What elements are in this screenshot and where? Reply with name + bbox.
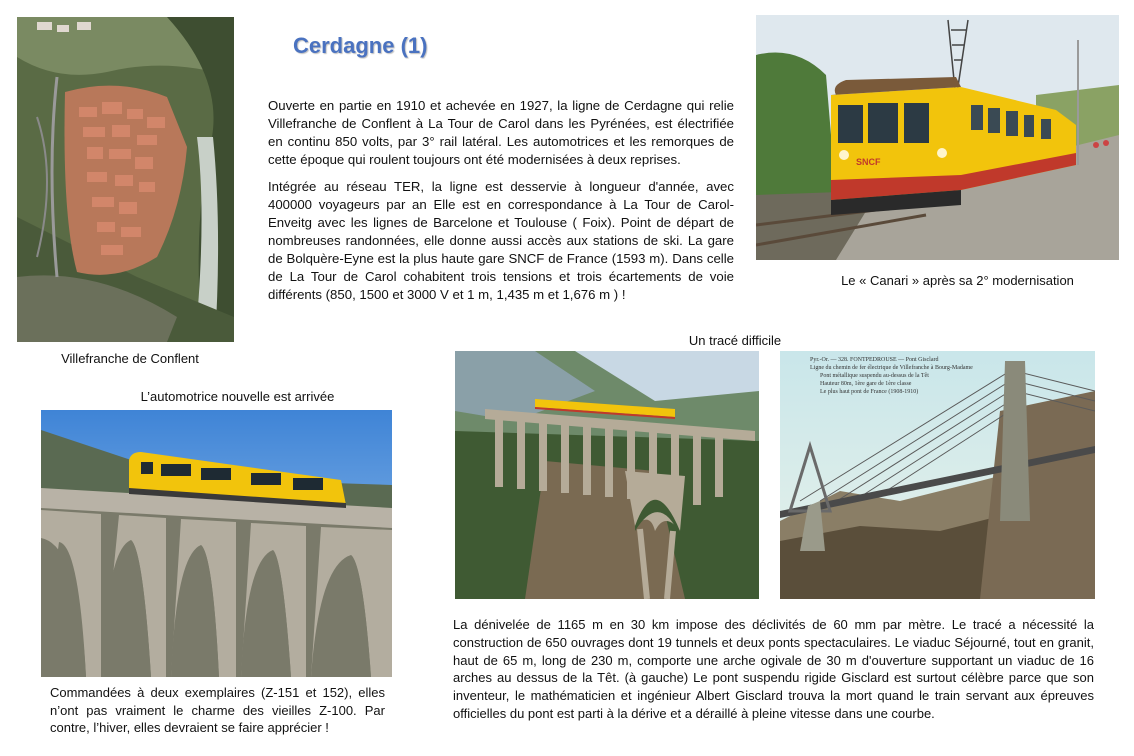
intro-paragraph-1: Ouverte en partie en 1910 et achevée en 1927, la ligne de Cerdagne qui relie Villefranche de Conflent à La Tour de Carol dans les Pyrénées, est électrifiée en continu 850 volts, par 3° rail latéral. Les automotrices et les remorques de cette époque qui roulent toujours ont été modernisées à deux reprises. (268, 98, 734, 167)
intro-text (268, 97, 734, 304)
caption-automotrice: L’automotrice nouvelle est arrivée (140, 389, 335, 404)
caption-villefranche: Villefranche de Conflent (61, 351, 199, 366)
page-title: Cerdagne (1) (293, 33, 428, 58)
postcard-caption-1: Pyr.-Or. — 328. FONTPEDROUSE — Pont Gisclard (810, 357, 939, 363)
canari-train-photo (756, 15, 1119, 260)
postcard-caption-4: Hauteur 80m, 1ère gare de 1ère classe (820, 381, 912, 387)
postcard-caption-2: Ligne du chemin de fer électrique de Villefranche à Bourg-Madame (810, 365, 973, 371)
automotrice-description: Commandées à deux exemplaires (Z-151 et 152), elles n’ont pas vraiment le charme des vieilles Z-100. Par contre, l’hiver, elles devraient se faire apprécier ! (50, 685, 385, 735)
villefranche-photo (17, 17, 234, 342)
automotrice-viaduct-photo (41, 410, 392, 677)
train-livery-text: SNCF (856, 157, 881, 167)
trace-description: La dénivelée de 1165 m en 30 km impose des déclivités de 60 mm par mètre. Le tracé a nécessité la construction de 650 ouvrages dont 19 tunnels et deux ponts spectaculaires. Le viaduc Séjourné, tout en granit, haut de 65 m, long de 230 m, comporte une arche ogivale de 30 m d'ouverture supportant un viaduc de 16 arches au dessus de la Têt. (à gauche) Le pont suspendu rigide Gisclard est surtout célèbre parce que son inventeur, le mathématicien et ingénieur Albert Gisclard trouva la mort quand le train servant aux épreuves officielles du pont est parti à la dérive et a déraillé à pleine vitesse dans une courbe. (453, 617, 1094, 721)
caption-trace-difficile: Un tracé difficile (688, 333, 782, 348)
postcard-caption-5: Le plus haut pont de France (1908-1910) (820, 389, 919, 395)
intro-paragraph-2: Intégrée au réseau TER, la ligne est desservie à longueur d'année, avec 400000 voyageurs par an Elle est en correspondance à La Tour de Carol-Enveitg avec les lignes de Barcelone et Toulouse ( Foix). Point de départ de nombreuses randonnées, elle donne aussi accès aux stations de ski. La gare de Bolquère-Eyne est la plus haute gare SNCF de France (1593 m). Dans celle de La Tour de Carol cohabitent trois tensions et trois écartements de voie différents (850, 1500 et 3000 V et 1 m, 1,435 m et 1,676 m ) ! (268, 179, 734, 302)
sejourne-viaduct-photo (455, 351, 759, 599)
postcard-caption-3: Pont métallique suspendu au-dessus de la Têt (820, 373, 929, 379)
gisclard-bridge-postcard (780, 351, 1095, 599)
caption-canari: Le « Canari » après sa 2° modernisation (841, 273, 1074, 288)
